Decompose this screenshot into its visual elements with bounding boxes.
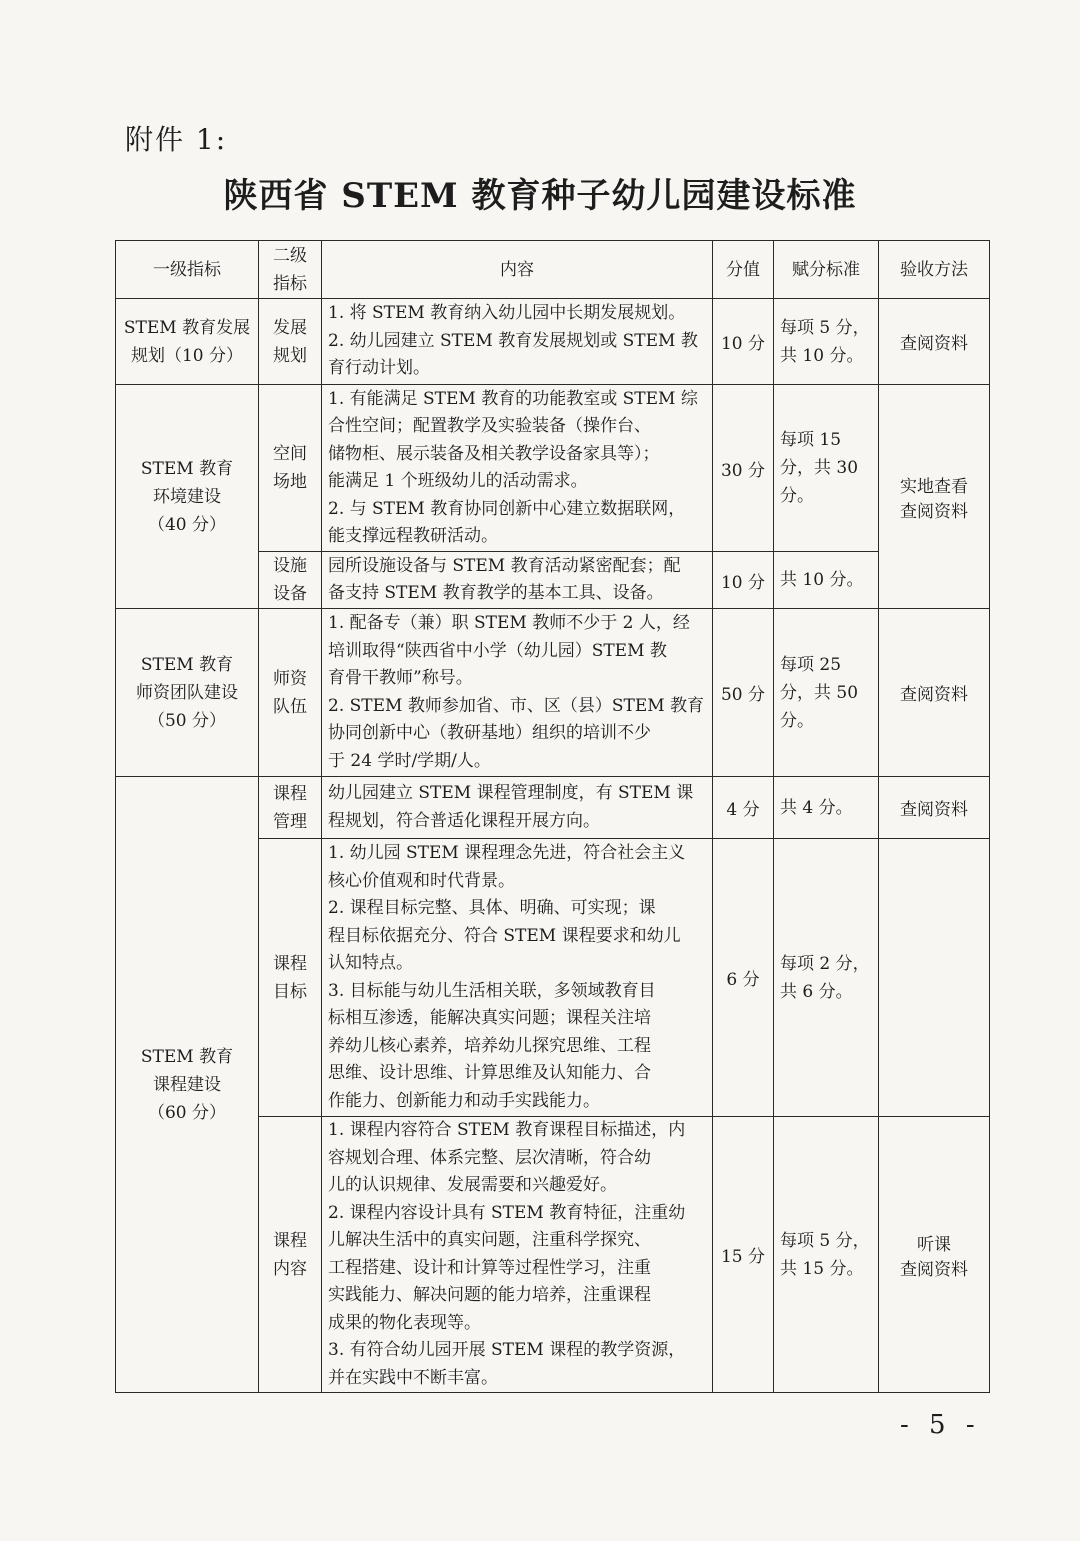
level2-cell: 课程 内容 <box>259 1117 322 1393</box>
document-title: 陕西省 STEM 教育种子幼儿园建设标准 <box>223 176 857 216</box>
level2-cell: 师资 队伍 <box>259 609 322 777</box>
rule-cell: 每项 15 分，共 30 分。 <box>774 385 879 552</box>
method-cell: 查阅资料 <box>879 299 990 385</box>
header-rule: 赋分标准 <box>774 241 879 299</box>
table-row <box>116 609 990 777</box>
score-cell: 10 分 <box>713 299 774 385</box>
content-cell: 幼儿园建立 STEM 课程管理制度，有 STEM 课 程规划，符合普适化课程开展方向。 <box>322 777 713 839</box>
content-cell: 1. 配备专（兼）职 STEM 教师不少于 2 人，经 培训取得“陕西省中小学（幼儿园）STEM 教 育骨干教师”称号。 2. STEM 教师参加省、市、区（县）STEM 教育 协同创新中心（教研基地）组织的培训不少 于 24 学时/学期/人。 <box>322 609 713 777</box>
level1-cell: STEM 教育 师资团队建设 （50 分） <box>116 609 259 777</box>
level2-cell: 课程 目标 <box>259 839 322 1117</box>
rule-cell: 每项 5 分， 共 10 分。 <box>774 299 879 385</box>
level2-cell: 设施 设备 <box>259 552 322 609</box>
score-cell: 15 分 <box>713 1117 774 1393</box>
content-cell: 园所设施设备与 STEM 教育活动紧密配套；配 备支持 STEM 教育教学的基本工具、设备。 <box>322 552 713 609</box>
table-row <box>116 385 990 552</box>
method-cell <box>879 839 990 1117</box>
content-cell: 1. 将 STEM 教育纳入幼儿园中长期发展规划。 2. 幼儿园建立 STEM 教育发展规划或 STEM 教 育行动计划。 <box>322 299 713 385</box>
level1-cell: STEM 教育 环境建设 （40 分） <box>116 385 259 609</box>
method-cell: 查阅资料 <box>879 609 990 777</box>
rule-cell: 每项 25 分，共 50 分。 <box>774 609 879 777</box>
score-cell: 4 分 <box>713 777 774 839</box>
rule-cell: 每项 5 分， 共 15 分。 <box>774 1117 879 1393</box>
level1-cell: STEM 教育发展 规划（10 分） <box>116 299 259 385</box>
page-number: - 5 - <box>900 1410 981 1440</box>
standards-table <box>115 240 990 1393</box>
level1-cell: STEM 教育 课程建设 （60 分） <box>116 777 259 1393</box>
level2-cell: 空间 场地 <box>259 385 322 552</box>
score-cell: 50 分 <box>713 609 774 777</box>
table-row <box>116 777 990 839</box>
score-cell: 10 分 <box>713 552 774 609</box>
header-level1: 一级指标 <box>116 241 259 299</box>
table-row <box>116 299 990 385</box>
method-cell: 听课 查阅资料 <box>879 1117 990 1393</box>
attachment-label: 附件 1: <box>125 123 228 156</box>
header-method: 验收方法 <box>879 241 990 299</box>
rule-cell: 共 4 分。 <box>774 777 879 839</box>
header-level2: 二级 指标 <box>259 241 322 299</box>
method-cell: 查阅资料 <box>879 777 990 839</box>
level2-cell: 课程 管理 <box>259 777 322 839</box>
content-cell: 1. 有能满足 STEM 教育的功能教室或 STEM 综 合性空间；配置教学及实验装备（操作台、 储物柜、展示装备及相关教学设备家具等）； 能满足 1 个班级幼儿的活动需求。 2. 与 STEM 教育协同创新中心建立数据联网， 能支撑远程教研活动。 <box>322 385 713 552</box>
rule-cell: 每项 2 分， 共 6 分。 <box>774 839 879 1117</box>
rule-cell: 共 10 分。 <box>774 552 879 609</box>
header-score: 分值 <box>713 241 774 299</box>
method-cell: 实地查看 查阅资料 <box>879 385 990 609</box>
content-cell: 1. 课程内容符合 STEM 教育课程目标描述，内 容规划合理、体系完整、层次清晰，符合幼 儿的认识规律、发展需要和兴趣爱好。 2. 课程内容设计具有 STEM 教育特征，注重幼 儿解决生活中的真实问题，注重科学探究、 工程搭建、设计和计算等过程性学习，注重 实践能力、解决问题的能力培养，注重课程 成果的物化表现等。 3. 有符合幼儿园开展 STEM 课程的教学资源， 并在实践中不断丰富。 <box>322 1117 713 1393</box>
header-row <box>116 241 990 299</box>
content-cell: 1. 幼儿园 STEM 课程理念先进，符合社会主义 核心价值观和时代背景。 2. 课程目标完整、具体、明确、可实现；课 程目标依据充分、符合 STEM 课程要求和幼儿 认知特点。 3. 目标能与幼儿生活相关联，多领域教育目 标相互渗透，能解决真实问题；课程关注培 养幼儿核心素养，培养幼儿探究思维、工程 思维、设计思维、计算思维及认知能力、合 作能力、创新能力和动手实践能力。 <box>322 839 713 1117</box>
level2-cell: 发展 规划 <box>259 299 322 385</box>
score-cell: 6 分 <box>713 839 774 1117</box>
score-cell: 30 分 <box>713 385 774 552</box>
header-content: 内容 <box>322 241 713 299</box>
